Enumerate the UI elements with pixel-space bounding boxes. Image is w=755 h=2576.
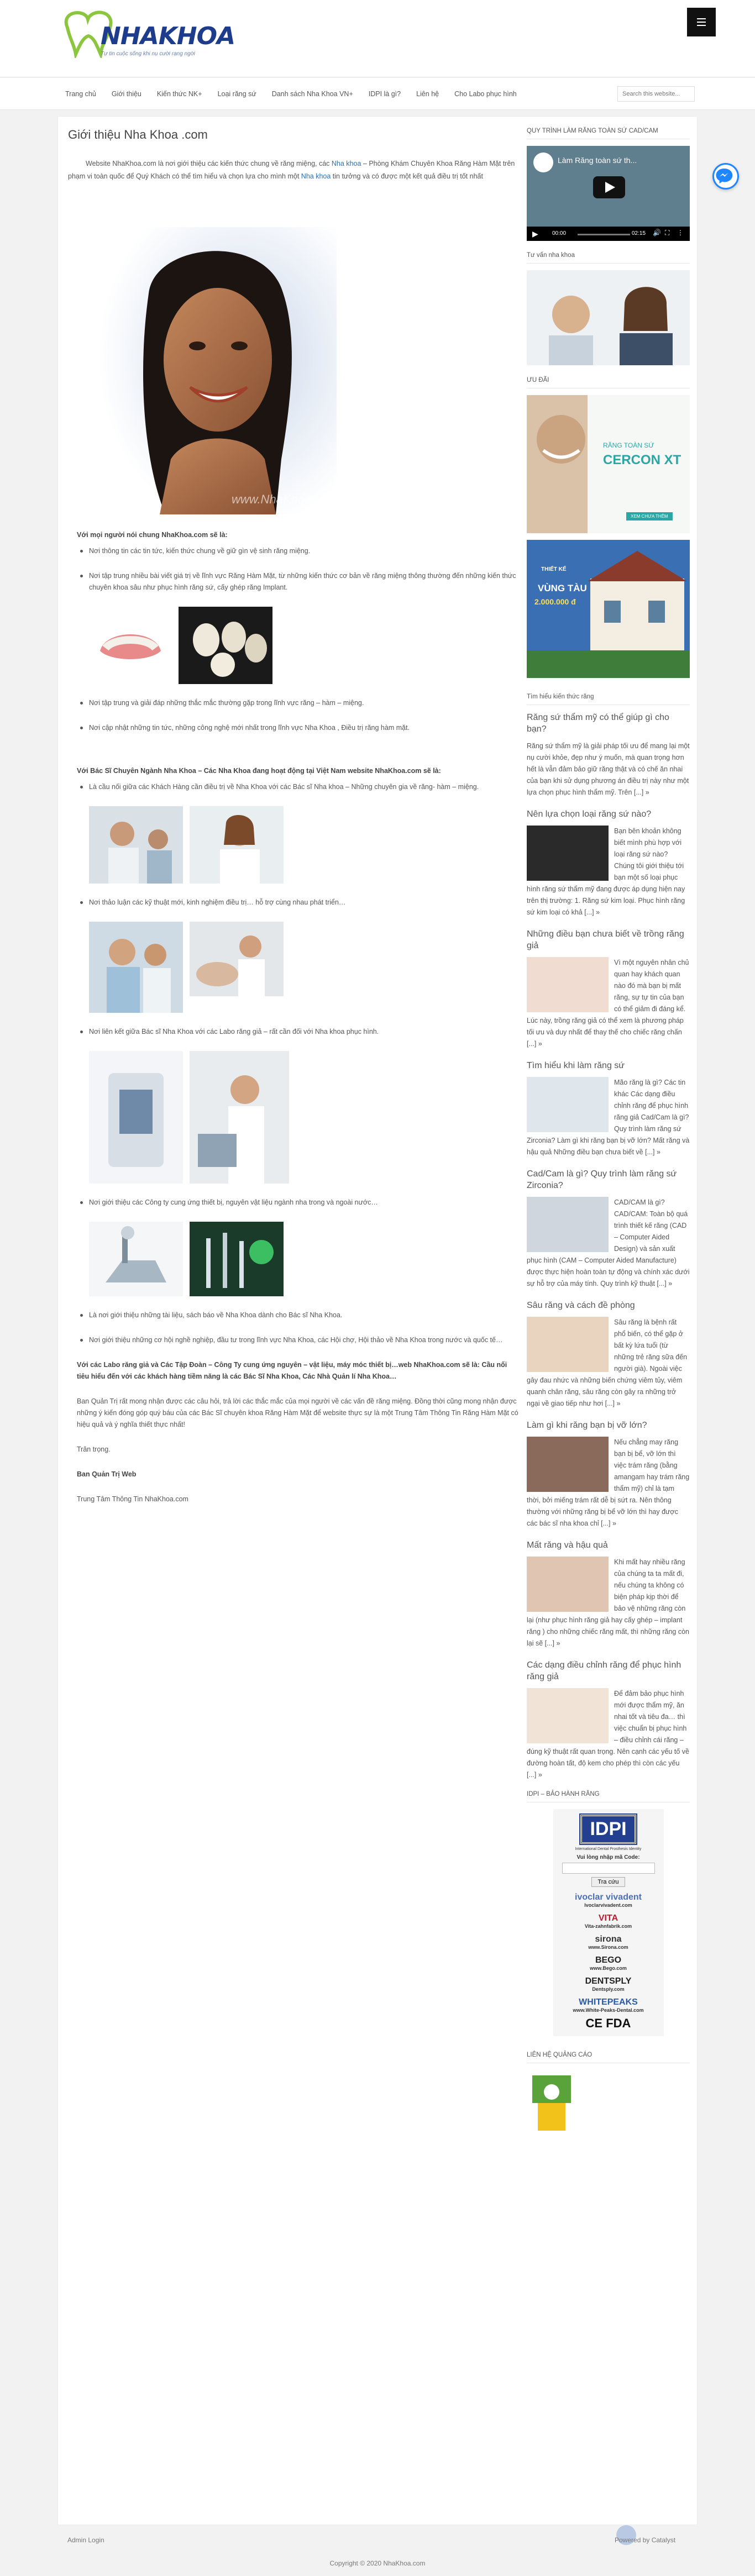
brand-url: www.Sirona.com xyxy=(588,1944,628,1950)
list-item: Nơi liên kết giữa Bác sĩ Nha Khoa với các Labo răng giả – rất cần đối với Nha khoa phục hình. xyxy=(77,1026,519,1038)
dental-procedure-image[interactable] xyxy=(190,922,284,996)
post-excerpt: Để đảm bảo phục hình mới được thẩm mỹ, ăn nhai tốt và tiêu đa… thì việc chuẩn bị phục hình – điều chỉnh cái răng – đúng kỹ thuật rất quan trọng. Nên cạnh các yếu tố về đường hoàn tất, độ kem cho phép thì còn các yếu [...] » xyxy=(527,1690,689,1779)
dental-image-row-5 xyxy=(89,1222,519,1296)
brand-url: www.Bego.com xyxy=(590,1965,627,1971)
post-thumbnail[interactable] xyxy=(527,1688,609,1743)
post-thumbnail[interactable] xyxy=(527,1197,609,1252)
post-list xyxy=(527,712,690,1781)
sidebar-post xyxy=(527,1420,690,1529)
video-seek-bar[interactable] xyxy=(578,234,630,235)
intro-link-nha-khoa[interactable]: Nha khoa xyxy=(331,160,361,167)
nav-item[interactable]: Danh sách Nha Khoa VN+ xyxy=(271,90,353,98)
video-player[interactable] xyxy=(527,146,690,241)
promo2-line2: VÙNG TÀU xyxy=(538,583,587,593)
sign-thanks: Trân trọng. xyxy=(77,1445,111,1453)
sidebar-post xyxy=(527,1539,690,1649)
list-item: Nơi thảo luận các kỹ thuật mới, kinh nghiệm điều trị… hỗ trợ cùng nhau phát triển… xyxy=(77,897,519,908)
logo-text: NHAKHOA xyxy=(101,22,235,50)
section4-paragraph: Ban Quản Trị rất mong nhận được các câu hỏi, trả lời các thắc mắc của mọi người về các vấn đề răng miệng. Đồng thời cũng mong nhận được những ý kiến đóng góp quý báu của các Bác Sĩ chuyên khoa Răng Hàm Mặt để website thực sự là một Trung Tâm Thông Tin Răng Hàm Mặt có hiệu quả và ý nghĩa thiết thực nhất! xyxy=(77,1397,518,1428)
nav-item[interactable]: IDPI là gì? xyxy=(368,90,401,98)
promo-title: ƯU ĐÃI xyxy=(527,377,690,388)
promo2-line3: 2.000.000 đ xyxy=(534,597,576,606)
intro-paragraph xyxy=(68,157,519,183)
sidebar-post xyxy=(527,808,690,918)
dental-image-row-1 xyxy=(89,607,519,684)
promo1-cta-button[interactable]: XEM CHƯA THÊM xyxy=(626,512,673,521)
volume-icon[interactable]: 🔊 xyxy=(653,229,661,236)
post-thumbnail[interactable] xyxy=(527,1437,609,1492)
main-nav xyxy=(0,78,755,110)
contact-title: LIÊN HỆ QUẢNG CÁO xyxy=(527,2052,690,2063)
section2-list-d xyxy=(77,1197,519,1208)
post-title-link[interactable]: Mất răng và hậu quả xyxy=(527,1541,608,1550)
consult-image[interactable] xyxy=(527,270,690,365)
list-item: Nơi thông tin các tin tức, kiến thức chung về giữ gìn vệ sinh răng miệng. xyxy=(77,545,519,557)
post-title-link[interactable]: Các dạng điều chỉnh răng để phục hình răng giả xyxy=(527,1660,681,1681)
site-footer xyxy=(0,2525,755,2576)
sidebar-post xyxy=(527,1300,690,1410)
brand-item[interactable] xyxy=(553,1913,664,1929)
messenger-chat-button[interactable] xyxy=(712,163,739,190)
hero-image xyxy=(99,227,337,514)
brand-item[interactable] xyxy=(553,1955,664,1971)
video-duration: 02:15 xyxy=(632,230,646,236)
sidebar-post xyxy=(527,712,690,798)
brand-name: WHITEPEAKS xyxy=(579,1997,638,2007)
section2-heading: Với Bác Sĩ Chuyên Ngành Nha Khoa – Các Nha Khoa đang hoạt động tại Việt Nam website NhaKhoa.com sẽ là: xyxy=(77,767,441,775)
contact-ad-image[interactable] xyxy=(527,2070,582,2136)
brand-name: VITA xyxy=(598,1913,618,1923)
section2-list-b xyxy=(77,897,519,908)
idpi-widget xyxy=(553,1809,664,2036)
post-title-link[interactable]: Làm gì khi răng bạn bị vỡ lớn? xyxy=(527,1421,647,1430)
promo-banner-house[interactable] xyxy=(527,540,690,678)
post-excerpt: Khi mất hay nhiều răng của chúng ta ta mất đi, nếu chúng ta không có biện pháp kịp thời để bảo vệ những răng còn lại (như phục hình răng giả hay cấy ghép – implant răng ) cho những chiếc răng mất, thì những răng còn lại sẽ [...] » xyxy=(527,1558,689,1647)
site-header xyxy=(0,0,755,77)
promo-house-image xyxy=(527,540,690,678)
smiling-woman-image xyxy=(99,227,337,514)
dentist-consult-image[interactable] xyxy=(89,806,183,884)
post-excerpt: Nếu chẳng may răng bạn bị bể, vỡ lớn thì việc trám răng (bằng amangam hay trám răng thẩm mỹ) chỉ là tạm thời, bởi miếng trám rất dễ bị sứt ra. Nên thông thường với những răng bị bể vỡ lớn thì hay được các bác sĩ nha khoa chỉ [...] » xyxy=(527,1438,690,1527)
video-widget-title: QUY TRÌNH LÀM RĂNG TOÀN SỨ CAD/CAM xyxy=(527,128,690,139)
list-item: Là nơi giới thiệu những tài liệu, sách báo về Nha Khoa dành cho Bác sĩ Nha Khoa. xyxy=(77,1310,519,1321)
sidebar-post xyxy=(527,1060,690,1158)
nav-item[interactable]: Cho Labo phục hình xyxy=(454,90,517,98)
promo1-name: CERCON XT xyxy=(603,453,681,467)
post-thumbnail[interactable] xyxy=(527,957,609,1012)
nav-item[interactable]: Giới thiệu xyxy=(111,90,141,98)
post-thumbnail[interactable] xyxy=(527,1317,609,1372)
brand-url: Ivoclarvivadent.com xyxy=(584,1902,632,1908)
post-title-link[interactable]: Răng sứ thẩm mỹ có thể giúp gì cho bạn? xyxy=(527,713,669,734)
intro-text-b: – Phòng Khám Chuyên Khoa Răng Hàm Mặt trên phạm vi toàn quốc để Quý Khách có thể tìm hiểu và chọn lựa cho mình một xyxy=(68,160,515,180)
list-item: Nơi giới thiệu những cơ hội nghề nghiệp, đầu tư trong lĩnh vực Nha Khoa, các Hội chợ, Hội thảo về Nha Khoa trong nước và quốc tế… xyxy=(77,1334,519,1346)
idpi-title: IDPI – BẢO HÀNH RĂNG xyxy=(527,1791,690,1802)
video-title: Làm Răng toàn sứ th... xyxy=(558,156,637,165)
section2-list xyxy=(77,781,519,793)
brand-item[interactable] xyxy=(553,1976,664,1992)
dental-chair-image[interactable] xyxy=(89,1222,183,1296)
denture-image[interactable] xyxy=(89,607,172,684)
post-excerpt: Mão răng là gì? Các tin khác Các dạng điều chỉnh răng để phục hình răng giả Cad/Cam là gì? Quy trình làm răng sứ Zirconia? Làm gì khi răng bạn bị vỡ lớn? Mất răng và hậu quả Những điều bạn chưa biết về [...] » xyxy=(527,1079,690,1156)
more-options-icon[interactable]: ⋮ xyxy=(677,229,684,236)
list-item: Nơi cập nhật những tin tức, những công nghệ mới nhất trong lĩnh vực Nha Khoa , Điều trị răng hàm mặt. xyxy=(77,722,519,734)
brand-list xyxy=(553,1892,664,2013)
nav-item[interactable]: Trang chủ xyxy=(65,90,96,98)
crowns-image[interactable] xyxy=(179,607,272,684)
list-item: Nơi giới thiệu các Công ty cung ứng thiết bị, nguyên vật liệu ngành nha trong và ngoài nước… xyxy=(77,1197,519,1208)
idpi-check-button[interactable]: Tra cứu xyxy=(591,1877,625,1887)
promo-banner-cercon[interactable] xyxy=(527,395,690,533)
brand-url: Dentsply.com xyxy=(592,1986,625,1992)
post-thumbnail[interactable] xyxy=(527,1557,609,1612)
sidebar xyxy=(527,128,690,2138)
page-title: Giới thiệu Nha Khoa .com xyxy=(68,128,208,141)
post-thumbnail[interactable] xyxy=(527,826,609,881)
idpi-check-label: Vui lòng nhập mã Code: xyxy=(576,1854,640,1860)
video-time: 00:00 xyxy=(552,230,567,236)
hamburger-menu-button[interactable] xyxy=(687,8,716,36)
lab-technician-image[interactable] xyxy=(190,1051,289,1184)
messenger-icon xyxy=(714,165,737,188)
post-excerpt: Răng sứ thẩm mỹ là giải pháp tối ưu để mang lại một nụ cười khỏe, đẹp như ý muốn, mà quan trọng hơn hết là vẫn đảm bảo giữ răng thật và có chế ăn nhai của bạn khi sử dụng phương án điều trị này như một lựa chọn phục hình thẩm mỹ. Trên [...] » xyxy=(527,742,690,796)
intro-text-c: tin tưởng và có được một kết quả điều trị tốt nhất xyxy=(331,172,483,180)
section1-list xyxy=(77,545,519,593)
dentist-team-image[interactable] xyxy=(89,922,183,1013)
content-container xyxy=(57,116,698,2525)
copyright: Copyright © 2020 NhaKhoa.com xyxy=(329,2559,426,2567)
search-input[interactable] xyxy=(617,86,695,102)
main-article xyxy=(68,128,519,1518)
fullscreen-icon[interactable]: ⛶ xyxy=(665,229,670,236)
post-title-link[interactable]: Cad/Cam là gì? Quy trình làm răng sứ Zirconia? xyxy=(527,1169,677,1190)
brand-name: ivoclar vivadent xyxy=(575,1892,642,1902)
brand-url: www.White-Peaks-Dental.com xyxy=(573,2007,644,2013)
sidebar-post xyxy=(527,1168,690,1290)
brand-name: sirona xyxy=(595,1934,622,1944)
site-logo[interactable] xyxy=(57,6,234,69)
nav-item[interactable]: Liên hệ xyxy=(416,90,439,98)
admin-login-link[interactable]: Admin Login xyxy=(67,2536,104,2544)
promo2-line1: THIẾT KẾ xyxy=(541,566,567,572)
dental-image-row-2 xyxy=(89,806,519,884)
intro-text-a: Website NhaKhoa.com là nơi giới thiệu các kiến thức chung về răng miệng, các xyxy=(86,160,332,167)
post-thumbnail[interactable] xyxy=(527,1077,609,1132)
list-item: Là cầu nối giữa các Khách Hàng cần điều trị về Nha Khoa với các Bác sĩ Nha khoa – Những chuyên gia về răng- hàm – miệng. xyxy=(77,781,519,793)
sidebar-post xyxy=(527,1659,690,1781)
brand-url: Vita-zahnfabrik.com xyxy=(584,1923,632,1929)
nav-item[interactable]: Loại răng sứ xyxy=(217,90,256,98)
intro-link-nha-khoa-2[interactable]: Nha khoa xyxy=(301,172,331,180)
brand-item[interactable] xyxy=(553,1892,664,1908)
consult-title: Tư vấn nha khoa xyxy=(527,252,690,264)
dental-tools-image[interactable] xyxy=(190,1222,284,1296)
powered-by: Powered by Catalyst xyxy=(615,2536,676,2544)
play-icon[interactable]: ▶ xyxy=(532,229,538,238)
list-item: Nơi tập trung và giải đáp những thắc mắc thường gặp trong lĩnh vực răng – hàm – miệng. xyxy=(77,697,519,709)
brand-name: BEGO xyxy=(595,1955,622,1965)
list-item: Nơi tập trung nhiều bài viết giá trị về lĩnh vực Răng Hàm Mặt, từ những kiến thức cơ bản về răng miệng thông thường đến những kiến thức chuyên khoa sâu như phục hình răng sứ, cấy ghép răng Implant. xyxy=(77,570,519,593)
idpi-code-input[interactable] xyxy=(562,1863,655,1874)
sidebar-post xyxy=(527,928,690,1050)
post-title-link[interactable]: Sâu răng và cách đề phòng xyxy=(527,1301,635,1310)
post-excerpt: CAD/CAM là gì? CAD/CAM: Toàn bộ quá trình thiết kế răng (CAD – Computer Aided Design) và sản xuất phục hình (CAM – Computer Aided Manufacture) được thực hiện hoàn toàn tự động và chính xác dưới sự hỗ trợ của máy tính. Quy trình kỹ thuật [...] » xyxy=(527,1198,690,1287)
post-title-link[interactable]: Tìm hiểu khi làm răng sứ xyxy=(527,1061,625,1070)
section1-heading: Với mọi người nói chung NhaKhoa.com sẽ là: xyxy=(77,531,228,539)
idpi-sub: International Dental Prosthesis Identity xyxy=(575,1847,642,1851)
nav-items xyxy=(57,78,525,110)
hero-watermark: www.NhaKhoa.com xyxy=(232,492,337,506)
news-title: Tìm hiểu kiến thức răng xyxy=(527,693,690,705)
idpi-logo[interactable]: IDPI xyxy=(580,1815,636,1844)
cadcam-machine-image[interactable] xyxy=(89,1051,183,1184)
dental-image-row-4 xyxy=(89,1051,519,1184)
ce-fda-icon: CE FDA xyxy=(585,2016,631,2030)
section3-paragraph: Với các Labo răng giả và Các Tập Đoàn – Công Ty cung ứng nguyên – vật liệu, máy móc thiết bị…web NhaKhoa.com sẽ là: Cầu nối tiêu hiểu đến với các khách hàng tiềm năng là các Bác Sĩ Nha Khoa, Các Nhà Quản lí Nha Khoa… xyxy=(77,1361,507,1380)
sign-name: Ban Quản Trị Web xyxy=(77,1470,137,1478)
doctor-image[interactable] xyxy=(190,806,284,884)
section1-list-b xyxy=(77,697,519,734)
logo-tagline: Tự tin cuộc sống khi nụ cười rạng ngời xyxy=(101,51,195,57)
sign-org: Trung Tâm Thông Tin NhaKhoa.com xyxy=(77,1495,188,1503)
post-title-link[interactable]: Những điều bạn chưa biết về trồng răng giả xyxy=(527,929,684,950)
promo1-label: RĂNG TOÀN SỨ xyxy=(603,441,654,449)
section2-list-c xyxy=(77,1026,519,1038)
brand-item[interactable] xyxy=(553,1997,664,2013)
post-excerpt: Bạn bên khoản không biết mình phù hợp với loại răng sứ nào? Chúng tôi giới thiệu tới bạn một số loại phục hình răng sứ thẩm mỹ đang được áp dụng hiện nay trên thị trường: 1. Răng sứ kim loại. Phục hình răng sứ kim loại có khả [...] » xyxy=(527,827,685,916)
dental-image-row-3 xyxy=(89,922,519,1013)
nav-item[interactable]: Kiến thức NK+ xyxy=(156,90,202,98)
post-excerpt: Vì một nguyên nhân chủ quan hay khách quan nào đó mà bạn bị mất răng, sự tự tin của bạn có thể giảm đi đáng kể. Lúc này, trồng răng giả có thể xem là phương pháp tối ưu và duy nhất để thay thế cho chiếc răng chấn [...] » xyxy=(527,959,689,1048)
post-title-link[interactable]: Nên lựa chọn loại răng sứ nào? xyxy=(527,809,652,819)
brand-name: DENTSPLY xyxy=(585,1976,632,1986)
post-excerpt: Sâu răng là bệnh rất phổ biến, có thể gặp ở bất kỳ lứa tuổi (từ những trẻ răng sữa đến người già). Ngoài việc gây đau nhức và những biến chứng viêm tủy, viêm quanh chân răng, sâu răng còn gây ra những trở ngại về giao tiếp như hơi [...] » xyxy=(527,1318,688,1407)
section2-list-e xyxy=(77,1310,519,1346)
brand-item[interactable] xyxy=(553,1934,664,1950)
